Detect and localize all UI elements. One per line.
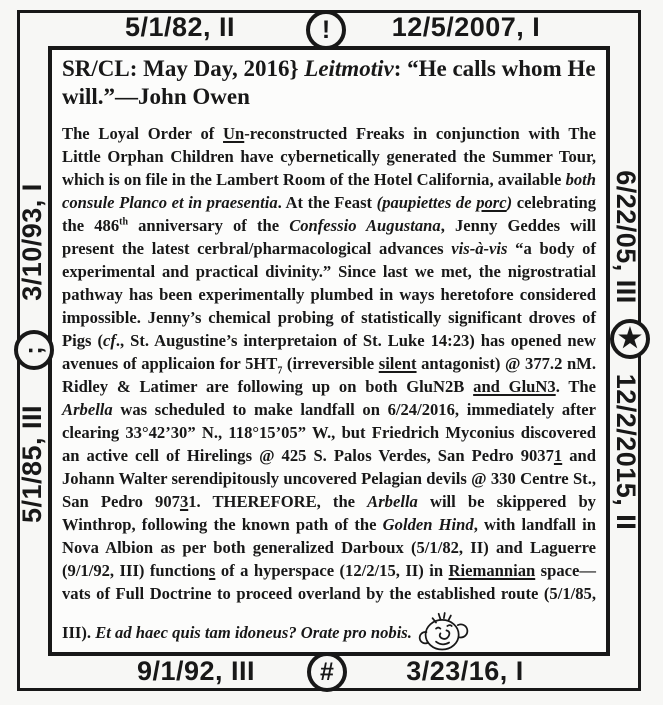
page-title bbox=[62, 55, 596, 110]
top-left-date-label: 5/1/82, II bbox=[124, 12, 236, 42]
star-badge-icon bbox=[610, 319, 650, 359]
star-icon: ★ bbox=[617, 322, 643, 353]
exclamation-badge-icon bbox=[306, 10, 346, 50]
body-paragraph-text: The Loyal Order of Un-reconstructed Freaks in conjunction with The Little Orphan Children have cybernetically generated the Summer Tour, which is on file in the Lambert Room of the Hotel California, available both consule Planco et in praesentia. At the Feast (paupiettes de porc) celebrating the 486th anniversary of the Confessio Augustana, Jenny Geddes will present the latest cerbral/pharmacological advances vis-à-vis “a body of experimental and practical divinity.” Since last we met, the nigrostratial pathway has been experimentally plumbed in ways heretofore considered impossible. Jenny’s chemical probing of statistically significant droves of Pigs (cf., St. Augustine’s interpretaion of St. Luke 14:23) has opened new avenues of applicaion for $5HT_7$ (irreversible silent antagonist) @ 377.2 nM. Ridley & Latimer are following up on both GluN2B and GluN3. The Arbella was scheduled to make landfall on 6/24/2016, immediately after clearing 33°42’30” N., 118°15’05” W., but Friedrich Myconius discovered an active cell of Hirelings @ 425 S. Palos Verdes, San Pedro 90371 and Johann Walter serendipitously uncovered Pelagian devils @ 330 Centre St., San Pedro 90731. THEREFORE, the Arbella will be skippered by Winthrop, following the known path of the Golden Hind, with landfall in Nova Albion as per both generalized Darboux (5/1/82, II) and Laguerre (9/1/92, III) functions of a hyperspace (12/2/15, II) in Riemannian space—vats of Full Doctrine to proceed overland by the established route (5/1/85, III). Et ad haec quis tam idoneus? Orate pro nobis. bbox=[62, 124, 596, 643]
right-bottom-date-label: 12/2/2015, II bbox=[610, 373, 641, 531]
top-right-date-label: 12/5/2007, I bbox=[391, 12, 541, 42]
semicolon-badge-icon bbox=[14, 330, 54, 370]
content-panel bbox=[48, 46, 610, 656]
semicolon-icon: ; bbox=[19, 345, 48, 355]
left-top-date-label: 3/10/93, I bbox=[17, 183, 48, 301]
body-paragraph bbox=[62, 122, 596, 656]
page-title-text: SR/CL: May Day, 2016} Leitmotiv: “He calls whom He will.”—John Owen bbox=[62, 56, 596, 109]
hash-badge-icon bbox=[307, 652, 347, 692]
bottom-left-date-label: 9/1/92, III bbox=[136, 656, 256, 686]
smiley-face-doodle-icon bbox=[416, 605, 470, 656]
bottom-right-date-label: 3/23/16, I bbox=[406, 656, 524, 686]
exclamation-icon: ! bbox=[321, 15, 331, 44]
left-bottom-date-label: 5/1/85, III bbox=[17, 404, 48, 524]
right-top-date-label: 6/22/05, III bbox=[610, 170, 641, 304]
hash-icon: # bbox=[320, 657, 334, 686]
